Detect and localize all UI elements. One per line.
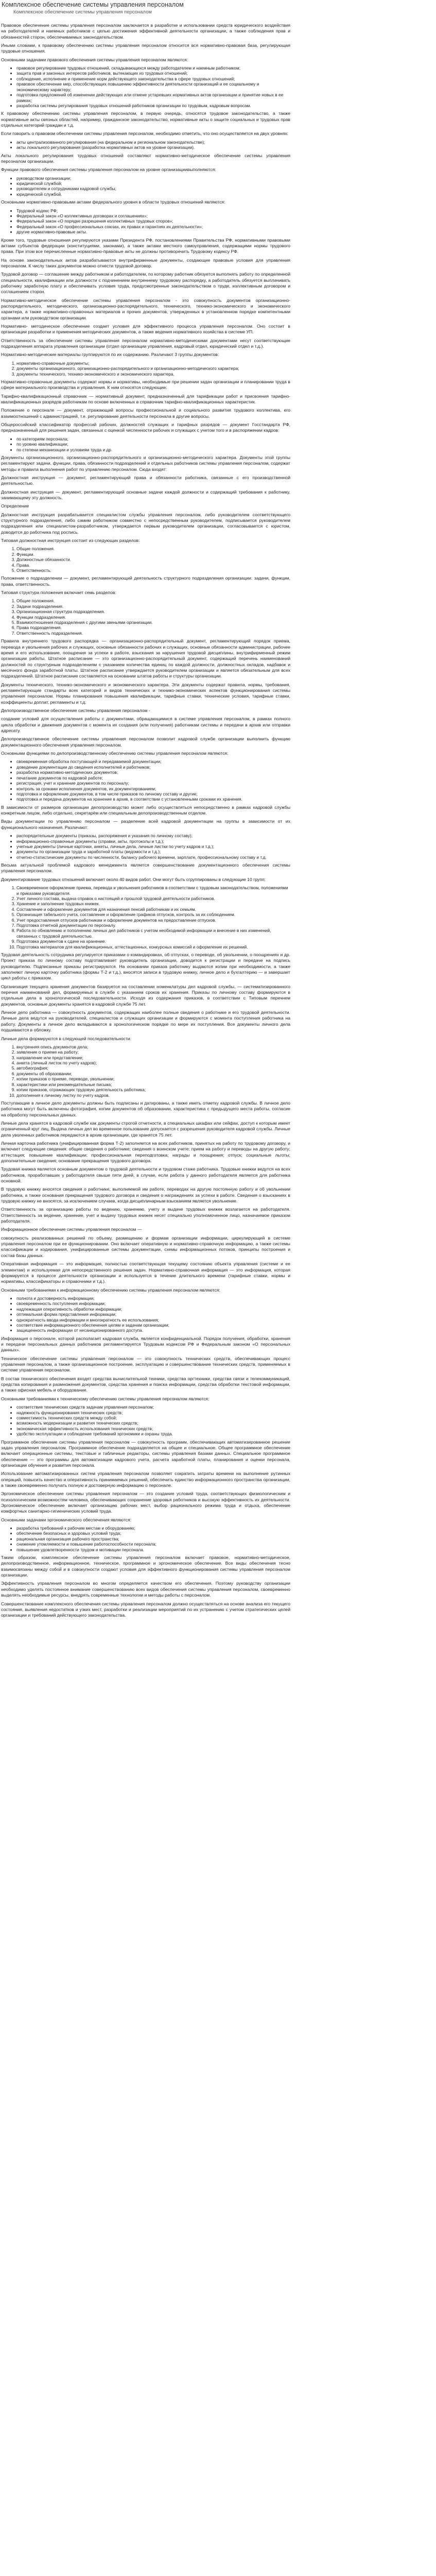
paragraph: Нормативно-методическое обеспечение системы управления персоналом - это совокупность документов организационно-распорядительного, методического, организационно-распорядительного, технического, технико-экономического и экономического характера, а также нормативно-справочных материалов и прочих документов, утвержденных в установленном порядке компетентными органами или руководством организации. [1, 297, 290, 320]
paragraph: Эффективность управления персоналом во многом определяется качеством его обеспечения. Поэтому руководству организации необходимо уделять постоянное внимание совершенствованию всех видов обеспечения системы управления персоналом, своевременно выделять необходимые ресурсы, внедрять современные технологии и методы работы с персоналом. [1, 1581, 290, 1598]
list-item: • рациональная организация рабочего пространства; [16, 1536, 290, 1541]
list-item: • соблюдение, исполнение и применение норм действующего законодательства в сфере трудовых отношений; [16, 76, 290, 81]
paragraph: совокупность реализованных решений по объему, размещению и формам организации информации, циркулирующей в системе управления персоналом при ее функционировании. Оно включает оперативную и нормативно-справочную информацию, а также системы классификации и кодирования, унифицированные системы документации, схемы информационных потоков, принципы построения и состав базы данных. [1, 1235, 290, 1258]
list-item: • распорядительные документы (приказы, распоряжения и указания по личному составу); [16, 833, 290, 838]
paragraph: В зависимости от размеров организации делопроизводство может либо осуществляться непосредственно в рамках кадровой службы конкретным лицом, либо отдельно, секретарём или специальным делопроизводственным отделом. [1, 804, 290, 816]
paragraph: Программное обеспечение системы управления персоналом — совокупность программ, обеспечивающих автоматизированное решение задач управления персоналом. Программное обеспечение подразделяется на общее и специальное. Общее программное обеспечение включает операционные системы, текстовые и табличные редакторы, системы управления базами данных. Специальное программное обеспечение — это программы для автоматизации кадрового учета, расчета заработной платы, планирования и оценки персонала, организации обучения и развития персонала. [1, 1439, 290, 1468]
list-item: 1. нормативно-справочные документы; [16, 361, 290, 366]
list-item: • Федеральный закон «О порядке разрешения коллективных трудовых споров»; [16, 218, 290, 224]
list-item: 2. документы организационного, организационно-распорядительного и организационно-методического характера; [16, 366, 290, 371]
list-item: • Федеральный закон «О профессиональных союзах, их правах и гарантиях их деятельности»; [16, 224, 290, 229]
paragraph: Определение [1, 503, 29, 509]
document-body [0, 0, 290, 1619]
list-item: 2. Функции. [16, 552, 290, 557]
paragraph: Основными задачами правового обеспечения системы управления персоналом являются: [1, 57, 188, 62]
numbered-list [1, 1044, 290, 1098]
paragraph: Документы организационного, организационно-распорядительного и организационно-методического характера. Документы этой группы регламентируют задачи, функции, права, обязанности подразделений и отдельных работников системы управления персоналом, содержат методы и правила выполнения работ по управлению персоналом. Сюда входят: [1, 454, 290, 472]
list-item: 7. Подготовка отчетной документации по персоналу. [16, 923, 290, 928]
list-item: • снижение утомляемости и повышение работоспособности персонала; [16, 1541, 290, 1547]
list-item: 6. Учет предоставления отпусков работникам и оформление документов на предоставление отпусков. [16, 918, 290, 923]
paragraph: Поступающие в личное дело документы должны быть подписаны и датированы, а также иметь отметку кадровой службы. В личное дело работника могут быть включены фотография, копии документов об образовании, характеристика с предыдущего места работы, согласие на обработку персональных данных. [1, 1100, 290, 1117]
paragraph: Функции правового обеспечения системы управления персоналом на уровне организациивыполняются: [1, 167, 216, 173]
paragraph: Личное дело работника — совокупность документов, содержащих наиболее полные сведения о работнике и его трудовой деятельности. Личные дела ведутся на руководителей, специалистов и служащих организации и формируются с момента поступления работника на работу. Документы в личное дело вкладываются в хронологическом порядке по мере их поступления. Все документы личного дела подшиваются в обложку. [1, 1010, 290, 1033]
list-item: • акты централизованного регулирования (на федеральном и региональном законодательстве); [16, 140, 290, 145]
paragraph: Типовая должностная инструкция состоит из следующих разделов: [1, 538, 140, 544]
list-item: 5. Ответственность. [16, 568, 290, 573]
paragraph: Нормативно-методические материалы группируются по их содержанию. Различают 3 группы документов: [1, 352, 219, 358]
paragraph: Информация о персонале, которой располагает кадровая служба, является конфиденциальной. Порядок получения, обработки, хранения и передачи персональных данных работников регламентируется Трудовым кодексом РФ и Федеральным законом «О персональных данных». [1, 1335, 290, 1353]
list-item: 3. Должностные обязанности. [16, 557, 290, 562]
list-item: 3. Хранение и заполнение трудовых книжек. [16, 901, 290, 906]
list-item: • полнота и достоверность информации; [16, 1296, 290, 1301]
paragraph: Должностная инструкция разрабатывается специалистом службы управления персоналом, либо руководителем соответствующего структурного подразделения, либо самим работником совместно с непосредственным руководителем, подписывается руководителем подразделения или специалистом-разработчиком, утверждается первым руководителем организации, согласовывается с юристом, доводится до работника под роспись. [1, 512, 290, 535]
list-item: • акты локального регулирования (разработка нормативных актов на уровне организации). [16, 145, 290, 150]
article-content [1, 23, 290, 1619]
list-item: • экономическая эффективность использования технических средств; [16, 1426, 290, 1431]
list-item: 4. анкета (личный листок по учету кадров); [16, 1060, 290, 1065]
list-item: 1. Своевременное оформление приема, перевода и увольнения работников в соответствии с трудовым законодательством, положениями и приказами руководителя. [16, 885, 290, 896]
paragraph: Оперативная информация — это информация, полностью соответствующая текущему состоянию объекта управления (системе и ее элементам) и используемая для непосредственного решения задач. Нормативно-справочная информация — это информация, которая формируется в процессе деятельности организации и используется в течение длительного времени (тарифные ставки, нормы и нормативы, классификаторы и справочники и т.д.). [1, 1261, 290, 1284]
list-item: • однократность ввода информации и многократность ее использования; [16, 1317, 290, 1323]
list-item: • информационно-справочные документы (справки, акты, протоколы и т.д.); [16, 839, 290, 844]
numbered-list [1, 546, 290, 573]
list-item: • возможность модернизации и развития технических средств; [16, 1420, 290, 1426]
list-item: • своевременность поступления информации; [16, 1301, 290, 1306]
paragraph: Трудовая деятельность сотрудника регулируется приказами о командировках, об отпусках, о переводе, об увольнении, о поощрениях и др. Проект приказа по личному составу подготавливает руководитель организации, доводится к регистрации и передаче на подпись руководителю. Подписанные приказы регистрируются. На основании приказа работнику выдаются копии при необходимости, а также заполняют личную карточку работника (формы Т-2 и т.д.), вносятся записи в трудовую книжку, личное дело и бухгалтерию — и завершает цикл работы с приказом. [1, 952, 290, 981]
list-item: • Федеральный закон «О коллективных договорах и соглашениях»; [16, 213, 290, 218]
list-item: 9. копии приказов, отражающих трудовую деятельность работника; [16, 1087, 290, 1092]
list-item: • юридической службой. [16, 192, 290, 197]
list-item: 3. направление или представление; [16, 1055, 290, 1060]
list-item: 6. документы об образовании; [16, 1071, 290, 1076]
paragraph: Трудовая книжка является основным документом о трудовой деятельности и трудовом стаже работника. Трудовые книжки ведутся на всех работников, проработавших у работодателя свыше пяти дней, в случае, если работа у данного работодателя является для работника основной. [1, 1166, 290, 1184]
list-item: 4. Права. [16, 563, 290, 568]
list-item: • защита прав и законных интересов работников, вытекающих из трудовых отношений; [16, 71, 290, 76]
list-item: 8. Работа по обновлению и пополнению личных дел работников с учетом необходимой информации и внесение в них изменений, связанных с трудовой деятельностью. [16, 928, 290, 939]
bullet-list [1, 1526, 290, 1552]
list-item: • другие нормативно-правовые акты. [16, 229, 290, 234]
paragraph: Ответственность за обеспечение системы управления персоналом нормативно-методическими документами несут соответствующие подразделения аппарата управления организации (отдел организации управления, кадровый отдел, юридический отдел и т.д.). [1, 337, 290, 349]
list-item: 1. Общие положения. [16, 546, 290, 551]
paragraph: На основе законодательных актов разрабатываются внутрифирменные документы, создающие правовые условия для управления персоналом. К числу таких документов можно отнести трудовой договор. [1, 257, 290, 268]
list-item: • своевременная обработка поступающей и передаваемой документации; [16, 759, 290, 764]
paragraph: Личная карточка работника (унифицированная форма Т-2) заполняется на всех работников, принятых на работу по трудовому договору, и включает следующие сведения: общие сведения о работнике; сведения о воинском учете; прием на работу и переводы на другую работу; аттестация; повышение квалификации; профессиональная переподготовка; награды и поощрения; отпуск; социальные льготы; дополнительные сведения; основание прекращения трудового договора. [1, 1140, 290, 1163]
paragraph: Трудовой договор — соглашение между работником и работодателем, по которому работник обязуется выполнять работу по определенной специальности, квалификации или должности с подчинением внутреннему трудовому распорядку, а работодатель обязуется выплачивать работнику заработную плату и обеспечивать условия труда, предусмотренные законодательством о труде, коллективным договором и соглашением сторон. [1, 272, 290, 295]
paragraph: Виды документации по управлению персоналом — разделение всей кадровой документации на группы в зависимости от их функционального назначения. Различают: [1, 819, 290, 830]
paragraph: Правовое обеспечение системы управления персоналом заключается в разработке и использовании средств юридического воздействия на работодателей и наемных работников с целью достижения эффективной деятельности организации, а также соблюдения прав и обязанностей сторон, обеспечиваемых законодательством. [1, 23, 290, 40]
paragraph: К правовому обеспечению системы управления персоналом, в первую очередь, относятся трудовое законодательство, а также нормативные акты связных областей, например, гражданское законодательство, нормативные акты о защите социальных и трудовых прав отдельных категорий граждан и т.д. [1, 111, 290, 128]
list-item: 7. копии приказов о приеме, переводе, увольнении; [16, 1076, 290, 1081]
paragraph: Правила внутреннего трудового распорядка — организационно-распорядительный документ, регламентирующий порядок приема, перевода и увольнения рабочих и служащих, основные обязанности рабочих и служащих, основные обязанности администрации, рабочее время и его использование, поощрения за успехи в работе, взыскания за нарушения трудовой дисциплины, внутрифирменный режим организации работы. Штатное расписание — это организационно-распорядительный документ, содержащий перечень наименований должностей по структурным подразделениям с указанием количества единиц по каждой должности, должностных окладов, надбавок и месячного фонда заработной платы. Штатное расписание утверждается руководителем организации и является обязательным для всех подразделений. Штатное расписание составляется на основании штатов работы и структуры организации. [1, 638, 290, 679]
list-item: • учетные документы (личные карточки, анкеты, личные дела, личные листки по учету кадров и т.д.); [16, 844, 290, 849]
bullet-list [1, 1404, 290, 1436]
list-item: • доведение документации до сведения исполнителей и работников; [16, 765, 290, 770]
bullet-list [1, 436, 290, 452]
paragraph: Личные дела формируются в следующей последовательности: [1, 1036, 131, 1041]
list-item: • правовое обеспечение мер, способствующих повышению эффективности деятельности организаций и ее социальному и экономическому характеру; [16, 81, 290, 92]
list-item: • совместимость технических средств между собой; [16, 1415, 290, 1420]
numbered-list [1, 361, 290, 377]
list-item: 1. внутренняя опись документов дела; [16, 1044, 290, 1049]
paragraph: Документы технического, технико-экономического и экономического характера. Эти документы содержат правила, нормы, требования, регламентирующие стандарты всех категорий и видов технических и технико-экономических аспектов функционирования системы управления персоналом. Нормы планирования повышения квалификации, тарифные ставки, технические условия, тарифные ставки, коэффициенты доплат, регламенты и т.д. [1, 682, 290, 705]
paragraph: Если говорить о правовом обеспечении системы управления персоналом, необходимо отметить, что оно осуществляется на двух уровнях: [1, 131, 289, 137]
paragraph: Совершенствование комплексного обеспечения системы управления персоналом должно осуществляться на основе анализа его текущего состояния, выявления недостатков и узких мест, разработки и реализации мероприятий по их устранению с учетом стратегических целей организации и требований действующего законодательства. [1, 1601, 290, 1618]
list-item: 8. характеристики или рекомендательные письма; [16, 1082, 290, 1087]
list-item: • подготовка и оформление документов, в том числе приказов по личному составу и другие; [16, 791, 290, 796]
list-item: 5. автобиография; [16, 1065, 290, 1071]
paragraph: Основными требованиями к информационному обеспечению системы управления персоналом являются: [1, 1287, 220, 1293]
paragraph: Нормативно- методическое обеспечение создает условия для эффективного процесса управления персоналом. Оно состоит в организации разработки и применения методических документов, а также ведения нормативного хозяйства в системе УП. [1, 324, 290, 335]
list-item: • разработка нормативно-методических документов; [16, 770, 290, 775]
list-item: 1. Общие положения. [16, 598, 290, 603]
paragraph: Положение о подразделении — документ, регламентирующий деятельность структурного подразделения организации: задачи, функции, права, ответственность. [1, 575, 290, 587]
paragraph: Типовая структура положения включает семь разделов: [1, 590, 116, 596]
list-item: • регистрация, учет и хранение документов по персоналу; [16, 781, 290, 786]
bullet-list [1, 65, 290, 108]
list-item: 3. документы технического, технико-экономического и экономического характера. [16, 371, 290, 377]
paragraph: Кроме того, трудовые отношения регулируются указами Президента РФ, постановлениями Правительства РФ, нормативными правовыми актами субъектов федерации (конституциями, законами), а также актами местного самоуправления, содержащими нормы трудового права. При этом все перечисленные нормативно-правовые акты не должны противоречить Трудовому кодексу РФ. [1, 237, 290, 255]
list-item: • защищенность информации от несанкционированного доступа. [16, 1328, 290, 1333]
paragraph: Должностная инструкция — документ, регламентирующий основные задачи каждой должности и содержащий требования к работнику, занимающему эту должность. [1, 489, 290, 500]
list-item: 10. Подготовка материалов для квалификационных, аттестационных, конкурсных комиссий и оформление их решений. [16, 944, 290, 950]
list-item: 5. Организация табельного учета, составление и оформление графиков отпусков, контроль за их соблюдением. [16, 912, 290, 917]
list-item: • надлежащая оперативность обработки информации; [16, 1307, 290, 1312]
paragraph: Личные дела хранятся в кадровой службе как документы строгой отчетности, в специальных шкафах или сейфах, доступ к которым имеет ограниченный круг лиц. Выдача личных дел во временное пользование допускается с разрешения руководителя кадровой службы. Личные дела уволенных работников передаются в архив организации, где хранятся 75 лет. [1, 1120, 290, 1138]
list-item: • контроль за сроками исполнения документов, их документированием; [16, 786, 290, 791]
list-item: • печатание документов по кадровой работе; [16, 775, 290, 781]
numbered-list [1, 598, 290, 636]
paragraph: Использование автоматизированных систем управления персоналом позволяет сократить затраты времени на выполнение рутинных операций, повысить качество и оперативность принимаемых решений, обеспечить единство информационного пространства организации, а также своевременно получать полную и достоверную информацию о персонале. [1, 1471, 290, 1488]
paragraph: Техническое обеспечение системы управления персоналом — это совокупность технических средств, обеспечивающих процесс управления персоналом, а также организационное построение, эксплуатацию и совершенствование технических средств, применяемых в системе управления персоналом. [1, 1355, 290, 1373]
list-item: • по уровню квалификации; [16, 442, 290, 447]
list-item: • по степени механизации и условиям труда и др. [16, 447, 290, 452]
paragraph: Делопроизводственное обеспечение системы управления персоналом позволит кадровой службе организации выполнить функцию документационного обеспечения управления персоналом. [1, 736, 290, 748]
list-item: 4. Составление и оформление документов для назначения пенсий работникам и их семьям. [16, 907, 290, 912]
bullet-list [1, 759, 290, 802]
list-item: • документы по организации труда и заработной платы (ведомости и т.д.); [16, 849, 290, 854]
numbered-list [1, 885, 290, 950]
list-item: • отчетно-статистические документы по численности, балансу рабочего времени, зарплате, профессиональному составу и т.д. [16, 855, 290, 860]
paragraph: Акты локального регулирования трудовых отношений составляют нормативно-методическое обеспечение системы управления персоналом организации. [1, 152, 290, 164]
paragraph: создание условий для осуществления работы с документами, обращающимися в системе управления персоналом, в рамках полного цикла обработки и движения документов с момента их создания (или получения) работникам системы и передачи в архив или отправки адресату. [1, 716, 290, 734]
paragraph: Основными требованиями к техническому обеспечению системы управления персоналом являются: [1, 1396, 210, 1401]
list-item: • по категориям персонала; [16, 436, 290, 442]
list-item: 2. Задачи подразделения. [16, 604, 290, 609]
page-subtitle: Комплексное обеспечение системы управления персоналом [13, 9, 152, 15]
paragraph: Тарифно-квалификационный справочник — нормативный документ, предназначенный для тарификации работ и присвоения тарифно-квалификационных разрядов работникам по основе включенных в справочник тарифно-квалификационных характеристик. [1, 393, 290, 404]
list-item: 2. заявление о приеме на работу; [16, 1049, 290, 1055]
bullet-list [1, 833, 290, 860]
list-item: • подготовка предложений об изменении действующих или отмене устаревших нормативных актов организации и принятие новых в ее рамках; [16, 92, 290, 103]
list-item: • Трудовой кодекс РФ; [16, 208, 290, 213]
list-item: • оптимальная форма представления информации; [16, 1312, 290, 1317]
paragraph: Основными нормативно-правовыми актами федерального уровня в области трудовых отношений являются: [1, 199, 225, 205]
list-item: • руководством организации; [16, 176, 290, 181]
list-item: • обеспечение безопасных и здоровых условий труда; [16, 1531, 290, 1536]
bullet-list [1, 1296, 290, 1333]
paragraph: Документирование трудовых отношений включает около 40 видов работ. Они могут быть сгруппированы в следующие 10 групп: [1, 876, 266, 882]
list-item: • правовое регулирование трудовых отношений, складывающихся между работодателем и наемным работником; [16, 65, 290, 71]
list-item: • повышение удовлетворенности трудом и мотивации персонала. [16, 1547, 290, 1552]
paragraph: Общероссийский классификатор профессий рабочих, должностей служащих и тарифных разрядов — документ Госстандарта РФ, предназначенный для решения задач, связанных с оценкой численности рабочих и служащих с учетом того и в распоряжении кадров: [1, 422, 290, 433]
list-item: 5. Взаимоотношения подразделения с другими звеньями организации. [16, 620, 290, 625]
list-item: • надежность функционирования технических средств; [16, 1410, 290, 1415]
list-item: • соответствие технических средств задачам управления персоналом; [16, 1404, 290, 1410]
paragraph: В трудовую книжку вносятся сведения о работнике, выполняемой им работе, переводах на другую постоянную работу и об увольнении работника, а также основания прекращения трудового договора и сведения о награждениях за успехи в работе. Сведения о взысканиях в трудовую книжку не вносятся, за исключением случаев, когда дисциплинарным взысканием является увольнение. [1, 1187, 290, 1204]
paragraph: Весьма актуальной проблемой кадрового менеджмента является совершенствование документационного обеспечения системы управления персоналом. [1, 862, 290, 874]
paragraph: Делопроизводственное обеспечение системы управления персоналом - [1, 708, 150, 714]
paragraph: Эргономическое обеспечение системы управления персоналом — это создание условий труда, соответствующих физиологическим и психологическим возможностям человека, обеспечивающих сохранение здоровья работников и высокую эффективность их деятельности. Эргономическое обеспечение включает организацию рабочих мест, выбор рационального режима труда и отдыха, обеспечение комфортных санитарно-гигиенических условий труда. [1, 1491, 290, 1514]
list-item: • подготовка и передача документов на хранение в архив, в соответствии с установленными сроками их хранения. [16, 796, 290, 802]
paragraph: Нормативно-справочные документы содержат нормы и нормативы, необходимые при решении задач организации и планировании труда в сфере материального производства и управления. К ним относятся следующие: [1, 379, 290, 391]
paragraph: Положение о персонале — документ, отражающий вопросы профессиональной и социального развития трудового коллектива, его взаимоотношений с администрацией, т.е. регулирование деятельности персонала в другие вопросы. [1, 408, 290, 419]
list-item: • юридической службой; [16, 181, 290, 186]
list-item: 9. Подготовка документов к сдаче на хранение. [16, 939, 290, 944]
bullet-list [1, 176, 290, 197]
paragraph: Основными функциями по делопроизводственному обеспечению системы управления персоналом являются: [1, 751, 229, 756]
list-item: • соответствие информационного обеспечения целям и задачам организации; [16, 1323, 290, 1328]
paragraph: В состав технического обеспечения входят средства вычислительной техники, средства оргтехники, средства связи и телекоммуникаций, средства копирования и размножения документов, средства хранения и поиска информации, средства обработки текстовой информации, а также офисная мебель и оборудование. [1, 1376, 290, 1393]
list-item: • разработка системы регулирования трудовых отношений работников организации по трудовым, кадровым вопросам. [16, 103, 290, 108]
page-title: Комплексное обеспечение системы управления персоналом [2, 1, 184, 8]
list-item: 7. Ответственность подразделения. [16, 631, 290, 636]
paragraph: Ответственность за организацию работы по ведению, хранению, учету и выдаче трудовых книжек возлагается на работодателя. Ответственность за ведение, хранение, учет и выдачу трудовых книжек несет специально уполномоченное лицо, назначаемое приказом работодателя. [1, 1207, 290, 1224]
list-item: 3. Организационная структура подразделения. [16, 609, 290, 614]
list-item: • разработка требований к рабочим местам и оборудованию; [16, 1526, 290, 1531]
list-item: • руководителем и сотрудниками кадровой службы; [16, 186, 290, 191]
bullet-list [1, 140, 290, 150]
paragraph: Основными задачами эргономического обеспечения являются: [1, 1517, 131, 1522]
paragraph: Организация текущего хранения документов базируется на составлении номенклатуры дел кадровой службы, — систематизированного перечня наименований дел, формируемых в службе с указанием сроков их хранения. Приказы по личному составу формируются в отдельные дела в хронологической последовательности. Исходя из содержания приказов, в соответствии с Типовым перечнем документов, основные документы хранятся в кадровой службе 75 лет. [1, 984, 290, 1007]
paragraph: Должностная инструкция — документ, регламентирующий права и обязанности работника, связанные с его производственной деятельностью. [1, 474, 290, 486]
paragraph: Иными словами, к правовому обеспечению системы управления персоналом относится вся нормативно-правовая база, регулирующая трудовые отношения. [1, 43, 290, 54]
list-item: 10. дополнения к личному листку по учету кадров. [16, 1093, 290, 1098]
paragraph: Информационное обеспечение системы управления персоналом — [1, 1227, 142, 1232]
list-item: • удобство эксплуатации и соблюдение требований эргономики и охраны труда. [16, 1431, 290, 1436]
list-item: 6. Права подразделения. [16, 625, 290, 630]
list-item: 2. Учет личного состава, выдача справок о настоящей и прошлой трудовой деятельности работников. [16, 896, 290, 901]
list-item: 4. Функции подразделения. [16, 615, 290, 620]
paragraph: Таким образом, комплексное обеспечение системы управления персоналом включает правовое, нормативно-методическое, делопроизводственное, информационное, техническое, программное и эргономическое обеспечение. Все виды обеспечения тесно взаимосвязаны между собой и в совокупности создают условия для эффективного функционирования системы управления персоналом организации. [1, 1555, 290, 1578]
bullet-list [1, 208, 290, 235]
